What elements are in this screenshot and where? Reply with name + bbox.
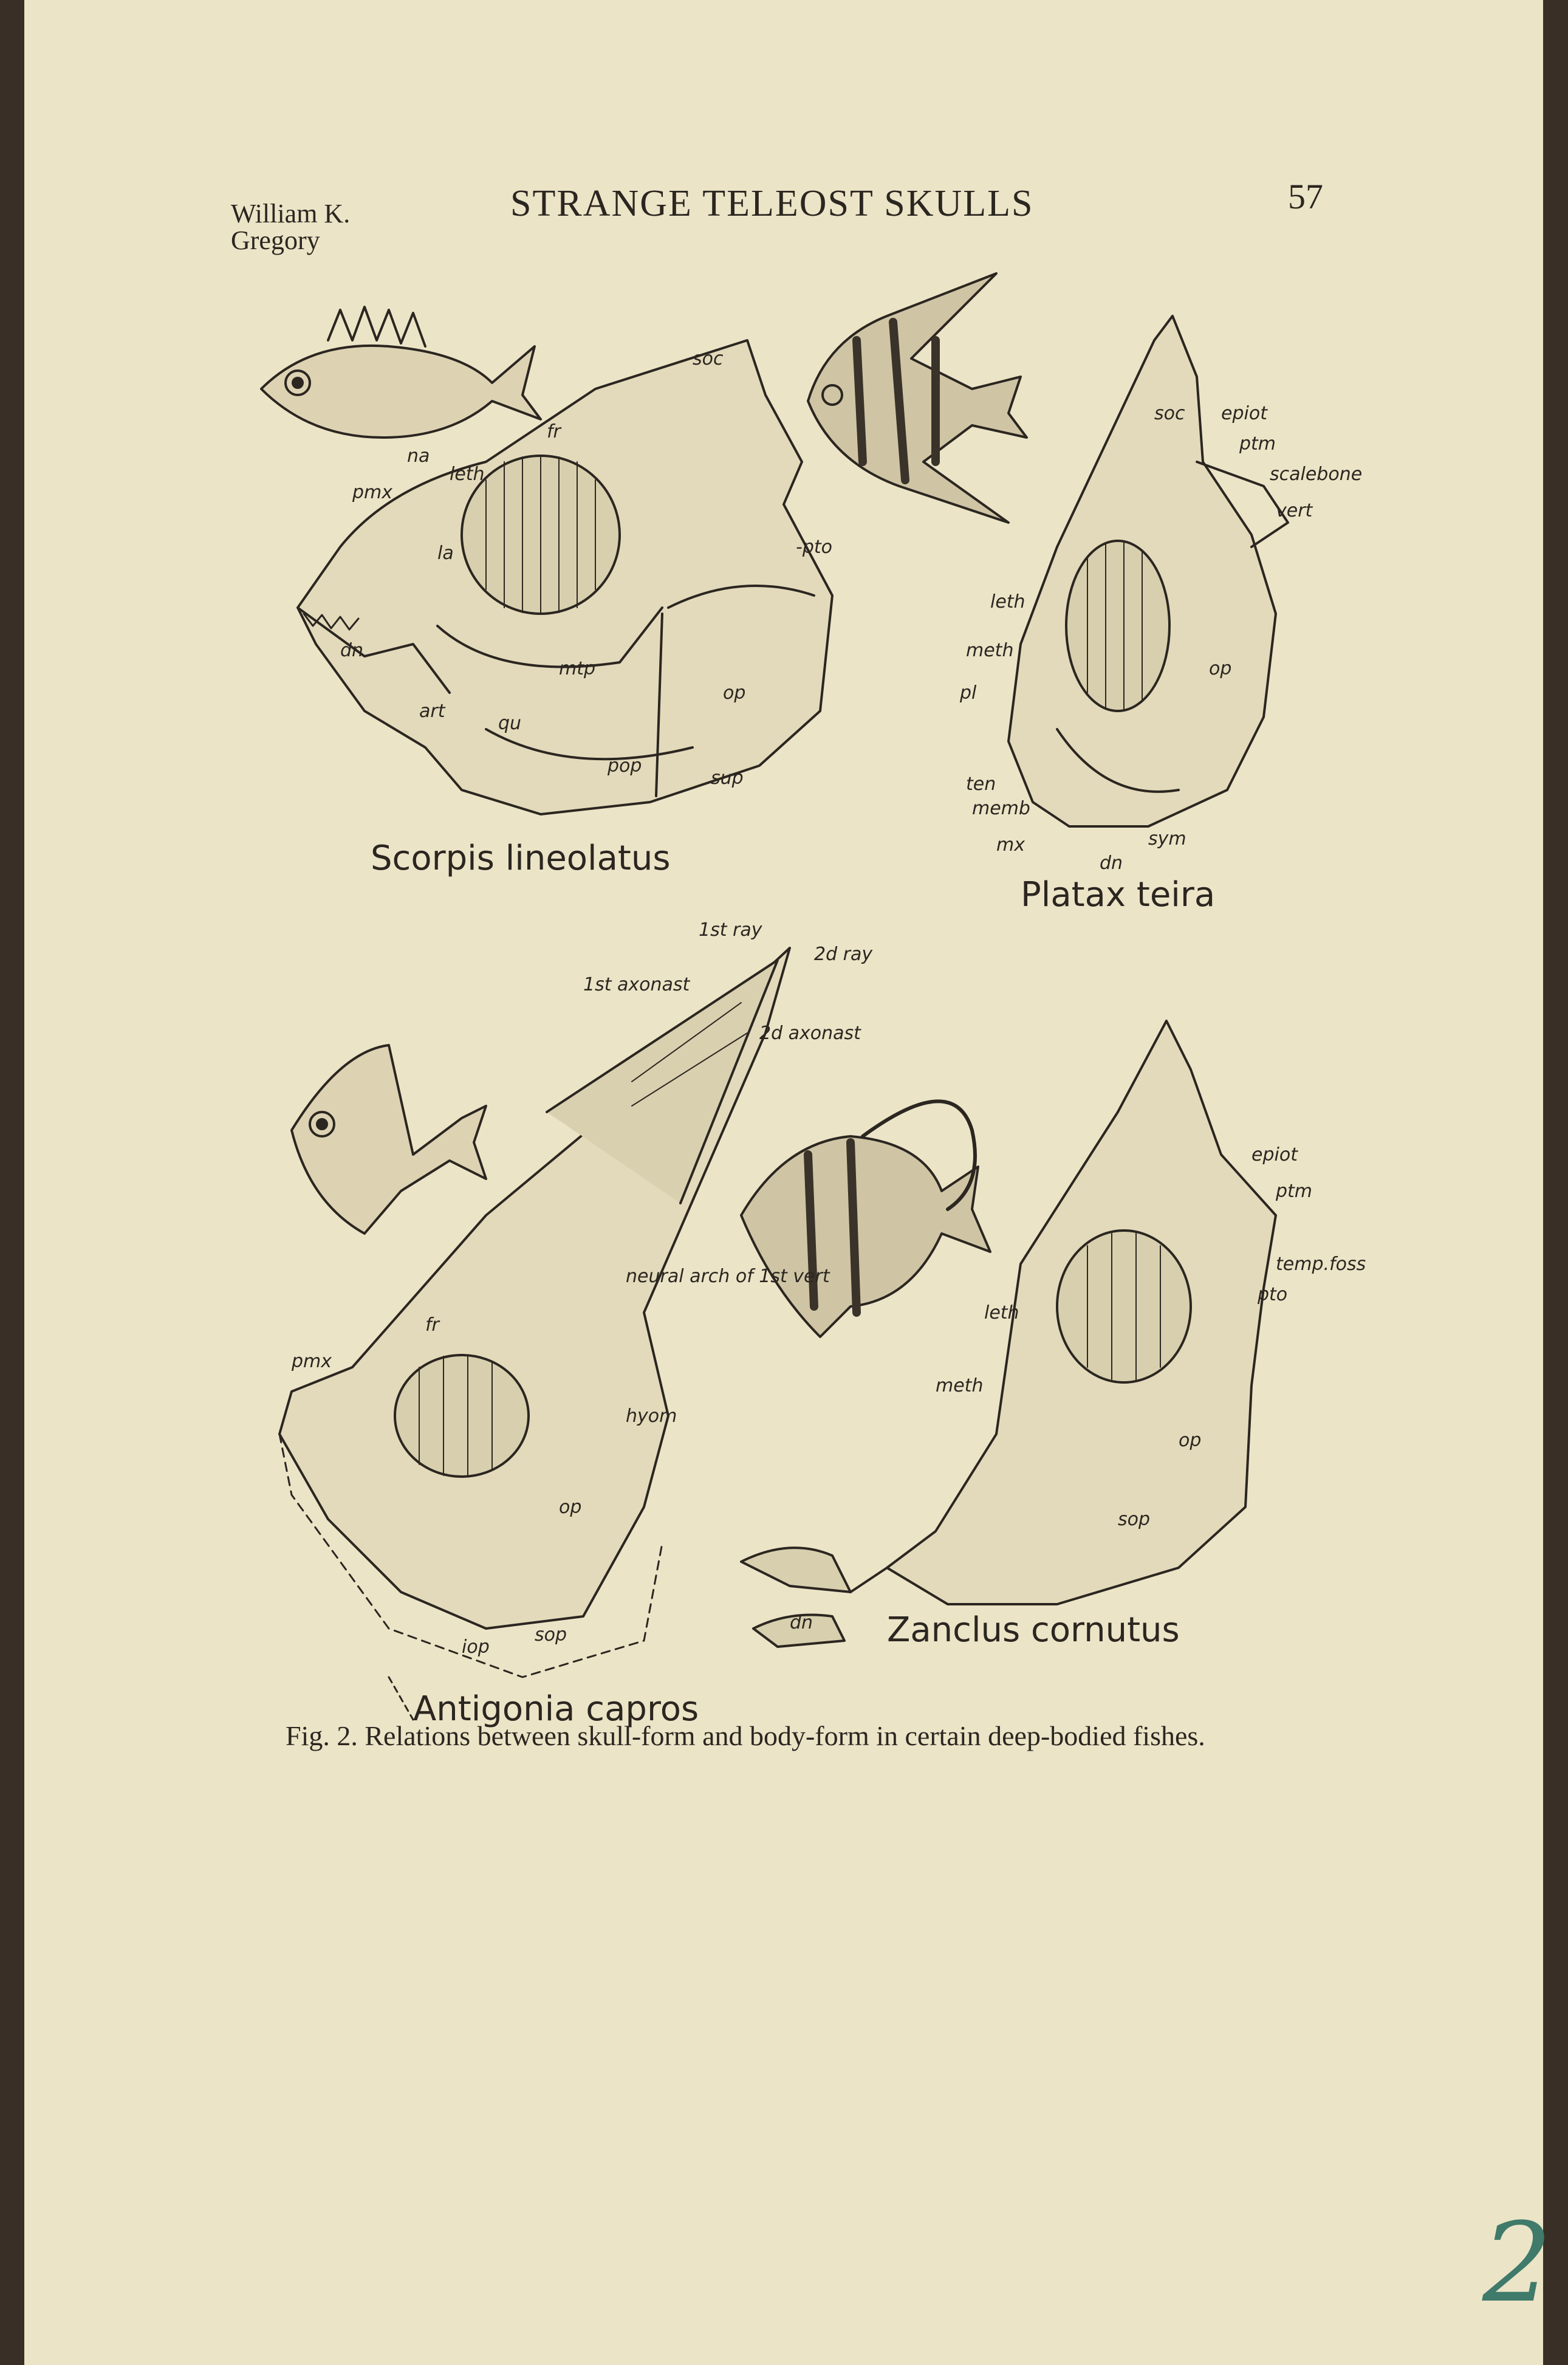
platax-part-memb: memb bbox=[972, 798, 1030, 819]
zanclus-part-epiot: epiot bbox=[1251, 1144, 1298, 1165]
platax-part-ptm: ptm bbox=[1239, 433, 1276, 455]
scorpis-part-leth: leth bbox=[450, 464, 485, 485]
zanclus-part-ptm: ptm bbox=[1276, 1181, 1313, 1202]
antigonia-part-op: op bbox=[559, 1497, 582, 1518]
antigonia-part-hyom: hyom bbox=[626, 1406, 677, 1427]
scorpis-part-dn: dn bbox=[340, 640, 364, 661]
antigonia-part-1st-ray: 1st ray bbox=[699, 919, 762, 941]
figure-label-platax: Platax teira bbox=[1021, 875, 1216, 915]
figure-caption: Fig. 2. Relations between skull-form and body-form in certain deep-bodied fishes. bbox=[286, 1720, 1205, 1751]
zanclus-part-op: op bbox=[1179, 1430, 1202, 1451]
scorpis-part-soc: soc bbox=[693, 348, 724, 369]
running-title: STRANGE TELEOST SKULLS bbox=[510, 183, 1034, 224]
scorpis-part-mtp: mtp bbox=[559, 658, 596, 679]
author-line-2: Gregory bbox=[231, 225, 320, 255]
platax-part-sym: sym bbox=[1148, 828, 1186, 850]
scorpis-part-op: op bbox=[723, 682, 746, 704]
handwritten-page-mark: 2 bbox=[1482, 2200, 1552, 2327]
antigonia-part-neural-arch: neural arch of 1st vert bbox=[626, 1266, 830, 1287]
author-line-1: William K. bbox=[231, 199, 351, 228]
platax-part-op: op bbox=[1209, 658, 1232, 679]
scorpis-part-na: na bbox=[407, 445, 430, 467]
platax-part-pl: pl bbox=[960, 682, 977, 704]
zanclus-part-dn: dn bbox=[790, 1612, 813, 1633]
zanclus-part-pto: pto bbox=[1258, 1284, 1288, 1305]
zanclus-part-meth: meth bbox=[936, 1375, 984, 1396]
scorpis-part-art: art bbox=[419, 701, 445, 722]
scorpis-body-sketch bbox=[261, 307, 541, 438]
platax-part-dn: dn bbox=[1100, 853, 1123, 874]
platax-part-leth: leth bbox=[990, 591, 1025, 613]
scorpis-part-pto: -pto bbox=[796, 537, 832, 558]
platax-part-meth: meth bbox=[966, 640, 1014, 661]
antigonia-part-sop: sop bbox=[535, 1624, 567, 1646]
scorpis-part-fr: fr bbox=[547, 421, 561, 442]
antigonia-part-2d-ray: 2d ray bbox=[814, 944, 873, 965]
figure-label-zanclus: Zanclus cornutus bbox=[887, 1610, 1180, 1650]
zanclus-part-leth: leth bbox=[984, 1302, 1019, 1323]
antigonia-part-fr: fr bbox=[425, 1314, 439, 1336]
platax-part-soc: soc bbox=[1154, 403, 1185, 424]
antigonia-part-2d-axonast: 2d axonast bbox=[759, 1023, 861, 1044]
scorpis-part-pop: pop bbox=[608, 755, 642, 777]
antigonia-part-pmx: pmx bbox=[292, 1351, 332, 1372]
antigonia-part-iop: iop bbox=[462, 1636, 490, 1658]
platax-part-ten: ten bbox=[966, 774, 996, 795]
platax-part-scalebone: scalebone bbox=[1270, 464, 1363, 485]
scorpis-part-sup: sup bbox=[711, 767, 744, 789]
zanclus-part-temp-foss: temp.foss bbox=[1276, 1254, 1366, 1275]
plate-illustration bbox=[24, 0, 1543, 2365]
page-number: 57 bbox=[1288, 177, 1323, 216]
scorpis-part-qu: qu bbox=[498, 713, 522, 734]
platax-part-vert: vert bbox=[1276, 500, 1313, 521]
figure-label-antigonia: Antigonia capros bbox=[413, 1689, 699, 1729]
scorpis-part-pmx: pmx bbox=[352, 482, 393, 503]
zanclus-body-sketch bbox=[741, 1101, 990, 1337]
page bbox=[24, 0, 1552, 2365]
platax-skull bbox=[1008, 316, 1288, 826]
platax-body-sketch bbox=[808, 273, 1027, 523]
antigonia-part-1st-axonast: 1st axonast bbox=[583, 974, 690, 995]
antigonia-body-sketch bbox=[292, 1045, 486, 1234]
platax-part-mx: mx bbox=[996, 834, 1025, 856]
zanclus-part-sop: sop bbox=[1118, 1509, 1151, 1530]
scorpis-part-la: la bbox=[437, 543, 454, 564]
figure-label-scorpis: Scorpis lineolatus bbox=[371, 839, 671, 878]
platax-part-epiot: epiot bbox=[1221, 403, 1267, 424]
